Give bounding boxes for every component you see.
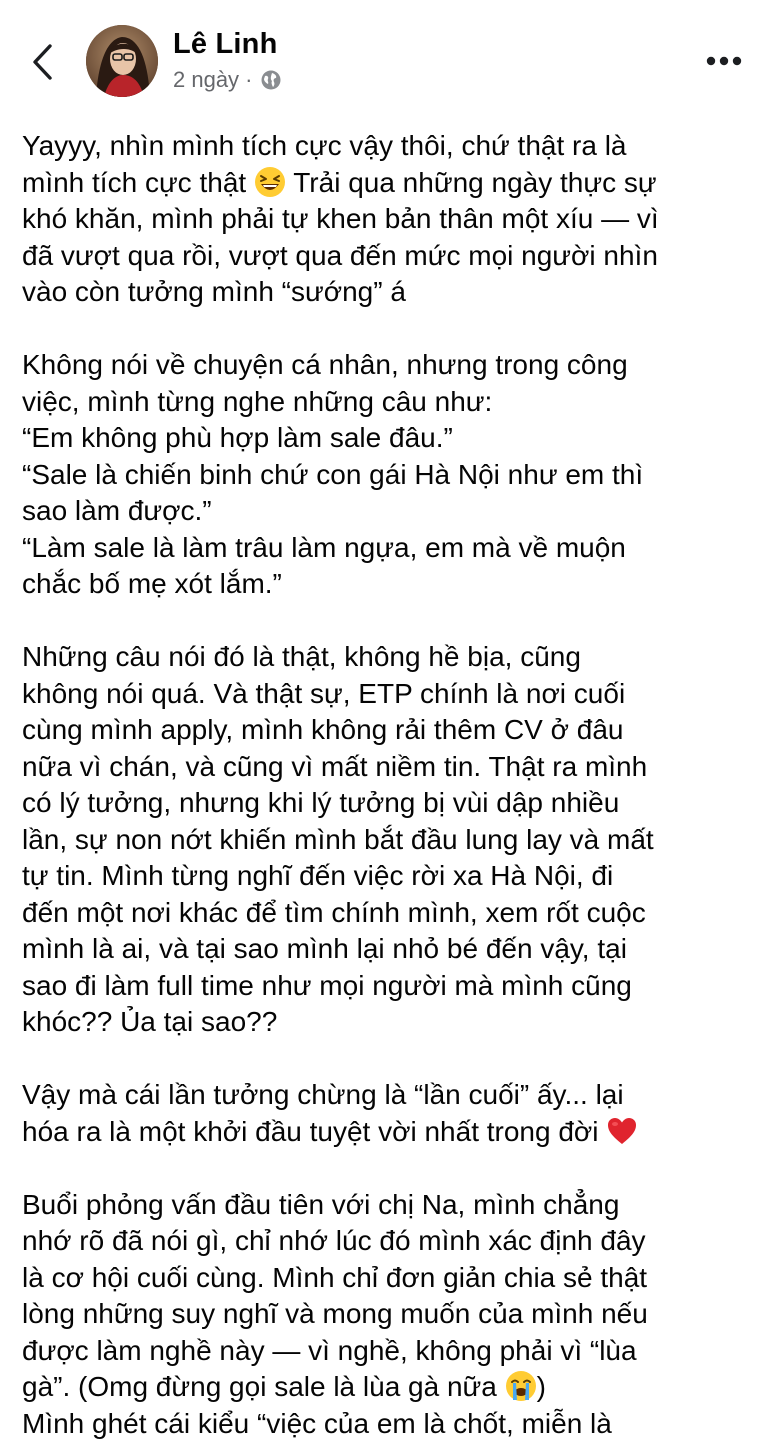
text-line: vào còn tưởng mình “sướng” á [22,274,762,311]
text-segment: gà”. (Omg đừng gọi sale là lùa gà nữa [22,1371,505,1402]
paragraph-5 [22,1187,762,1442]
text-line [22,1114,762,1151]
text-line: “Làm sale là làm trâu làm ngựa, em mà về muộn [22,530,762,567]
paragraph-1 [22,128,762,311]
post-header [0,0,768,120]
meta-separator: · [245,67,252,93]
text-line: khóc?? Ủa tại sao?? [22,1004,762,1041]
paragraph-2 [22,347,762,603]
profile-photo [86,25,158,97]
text-line: mình là ai, và tại sao mình lại nhỏ bé đến vậy, tại [22,931,762,968]
text-line: nữa vì chán, và cũng vì mất niềm tin. Thật ra mình [22,749,762,786]
text-line: sao đi làm full time như mọi người mà mình cũng [22,968,762,1005]
text-segment: ) [537,1371,546,1402]
text-line: Mình ghét cái kiểu “việc của em là chốt, miễn là [22,1406,762,1442]
author-name[interactable]: Lê Linh [173,28,278,61]
text-line: lòng những suy nghĩ và mong muốn của mình nếu [22,1296,762,1333]
text-line: có lý tưởng, nhưng khi lý tưởng bị vùi dập nhiều [22,785,762,822]
text-line: tự tin. Mình từng nghĩ đến việc rời xa Hà Nội, đi [22,858,762,895]
post-body [22,128,762,1442]
text-line: được làm nghề này — vì nghề, không phải vì “lùa [22,1333,762,1370]
loudly-crying-face-emoji [505,1370,537,1402]
text-line: đã vượt qua rồi, vượt qua đến mức mọi người nhìn [22,238,762,275]
paragraph-4 [22,1077,762,1150]
text-line: Yayyy, nhìn mình tích cực vậy thôi, chứ thật ra là [22,128,762,165]
text-line: “Em không phù hợp làm sale đâu.” [22,420,762,457]
avatar[interactable] [86,25,158,97]
text-segment: mình tích cực thật [22,167,254,198]
text-line: cùng mình apply, mình không rải thêm CV ở đâu [22,712,762,749]
paragraph-3 [22,639,762,1041]
text-line: Những câu nói đó là thật, không hề bịa, cũng [22,639,762,676]
text-line: khó khăn, mình phải tự khen bản thân một xíu — vì [22,201,762,238]
globe-icon[interactable] [260,69,282,91]
more-horizontal-icon [706,56,742,66]
text-line [22,165,762,202]
text-segment: Trải qua những ngày thực sự [286,167,657,198]
grinning-squinting-face-emoji [254,166,286,198]
post-time[interactable]: 2 ngày [173,67,239,93]
text-line: chắc bố mẹ xót lắm.” [22,566,762,603]
text-line: Không nói về chuyện cá nhân, nhưng trong công [22,347,762,384]
text-line: Vậy mà cái lần tưởng chừng là “lần cuối” ấy... lại [22,1077,762,1114]
text-segment: hóa ra là một khởi đầu tuyệt vời nhất trong đời [22,1116,606,1147]
text-line: lần, sự non nớt khiến mình bắt đầu lung lay và mất [22,822,762,859]
text-line [22,1369,762,1406]
text-line: “Sale là chiến binh chứ con gái Hà Nội như em thì [22,457,762,494]
chevron-left-icon [31,43,53,81]
more-options-button[interactable] [700,44,748,78]
text-line: là cơ hội cuối cùng. Mình chỉ đơn giản chia sẻ thật [22,1260,762,1297]
text-line: không nói quá. Và thật sự, ETP chính là nơi cuối [22,676,762,713]
text-line: việc, mình từng nghe những câu như: [22,384,762,421]
back-button[interactable] [22,38,62,86]
text-line: Buổi phỏng vấn đầu tiên với chị Na, mình chẳng [22,1187,762,1224]
text-line: nhớ rõ đã nói gì, chỉ nhớ lúc đó mình xác định đây [22,1223,762,1260]
red-heart-emoji [606,1115,638,1147]
text-line: đến một nơi khác để tìm chính mình, xem rốt cuộc [22,895,762,932]
post-meta [173,67,282,93]
text-line: sao làm được.” [22,493,762,530]
